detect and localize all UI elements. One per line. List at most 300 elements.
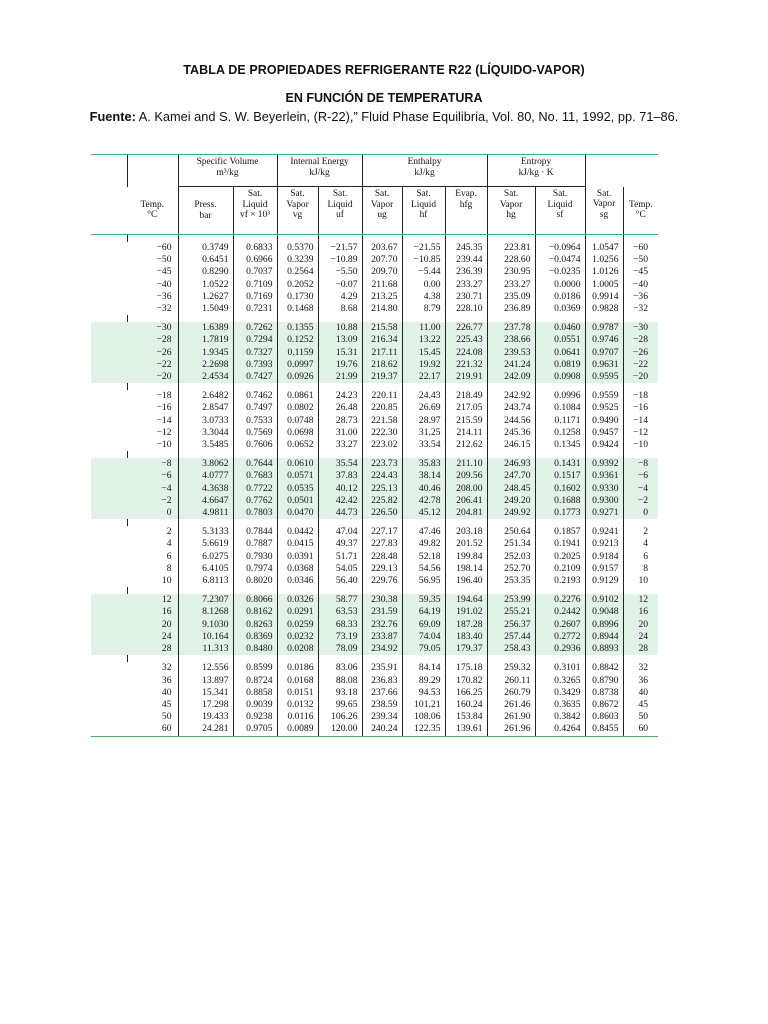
- table-cell: 0.2025: [535, 551, 585, 563]
- table-cell: 217.05: [445, 402, 487, 414]
- source-label: Fuente:: [89, 109, 136, 124]
- table-cell: 0.1857: [535, 526, 585, 538]
- table-cell: 28.73: [318, 415, 362, 427]
- table-cell: 0.1602: [535, 483, 585, 495]
- table-row: [91, 254, 658, 266]
- table-cell: 0.8893: [585, 643, 623, 655]
- table-cell: 237.78: [487, 322, 535, 334]
- table-cell: 73.19: [318, 631, 362, 643]
- table-cell: 78.09: [318, 643, 362, 655]
- column-header-line: vf × 10³: [240, 210, 270, 220]
- table-cell: −30: [623, 322, 658, 334]
- table-cell: 0.9300: [585, 495, 623, 507]
- table-cell: 13.22: [402, 334, 445, 346]
- column-header-line: hg: [506, 210, 516, 220]
- table-cell: 224.08: [445, 347, 487, 359]
- table-cell: 245.35: [445, 242, 487, 254]
- table-cell: 3.0733: [178, 415, 233, 427]
- column-header-line: Sat.: [247, 189, 263, 199]
- table-cell: 0.0132: [277, 699, 318, 711]
- table-cell: 35.54: [318, 458, 362, 470]
- column-header-line: Liquid: [547, 199, 573, 210]
- table-cell: 230.95: [487, 266, 535, 278]
- table-cell: 0.1171: [535, 415, 585, 427]
- table-cell: 0.3842: [535, 711, 585, 723]
- column-header-hf: [402, 187, 445, 235]
- table-cell: 253.99: [487, 594, 535, 606]
- table-cell: 0.6966: [233, 254, 277, 266]
- table-cell: 207.70: [362, 254, 402, 266]
- table-cell: 233.27: [487, 279, 535, 291]
- table-cell: 214.11: [445, 427, 487, 439]
- column-header-temp: [127, 187, 178, 235]
- table-cell: 0.0208: [277, 643, 318, 655]
- table-cell: 32: [161, 662, 172, 674]
- table-cell: 0.9559: [585, 390, 623, 402]
- table-cell: 221.32: [445, 359, 487, 371]
- r22-property-table-container: [91, 154, 658, 737]
- table-cell: 0.0571: [277, 470, 318, 482]
- table-cell: 0.0186: [535, 291, 585, 303]
- table-cell: 20: [623, 619, 658, 631]
- table-cell: 209.70: [362, 266, 402, 278]
- table-cell: 15.31: [318, 347, 362, 359]
- table-cell: 94.53: [402, 687, 445, 699]
- table-cell: 153.84: [445, 711, 487, 723]
- table-cell: 231.59: [362, 606, 402, 618]
- table-cell: 0.6451: [178, 254, 233, 266]
- table-cell: 0.9238: [233, 711, 277, 723]
- table-cell: 50: [623, 711, 658, 723]
- table-cell: 122.35: [402, 723, 445, 736]
- table-cell: 4.9811: [178, 507, 233, 519]
- table-cell: 228.48: [362, 551, 402, 563]
- table-cell: 0.2607: [535, 619, 585, 631]
- table-cell: 4.3638: [178, 483, 233, 495]
- table-row: [91, 390, 658, 402]
- table-cell: 40: [623, 687, 658, 699]
- table-cell: 0.0391: [277, 551, 318, 563]
- table-row: [91, 291, 658, 303]
- table-cell: 0.2109: [535, 563, 585, 575]
- table-cell: −20: [623, 371, 658, 383]
- table-cell: 0.5370: [277, 242, 318, 254]
- table-cell: 242.09: [487, 371, 535, 383]
- table-cell: −12: [156, 426, 172, 438]
- table-cell: 1.9345: [178, 347, 233, 359]
- table-cell: 0.9157: [585, 563, 623, 575]
- table-cell: 211.68: [362, 279, 402, 291]
- table-cell: 251.34: [487, 538, 535, 550]
- table-cell: 0.9213: [585, 538, 623, 550]
- source-citation: [0, 109, 768, 124]
- table-cell: 216.34: [362, 334, 402, 346]
- table-cell: 45.12: [402, 507, 445, 519]
- table-cell: 236.83: [362, 675, 402, 687]
- table-cell: −8: [623, 458, 658, 470]
- table-cell: 0.9048: [585, 606, 623, 618]
- table-cell: 0.0698: [277, 427, 318, 439]
- table-cell: 0.2772: [535, 631, 585, 643]
- table-cell: 238.66: [487, 334, 535, 346]
- table-cell: 6: [166, 550, 172, 562]
- table-cell: 225.43: [445, 334, 487, 346]
- table-cell: 0.9392: [585, 458, 623, 470]
- table-cell: 32: [623, 662, 658, 674]
- table-cell: 0.3749: [178, 242, 233, 254]
- table-cell: 239.34: [362, 711, 402, 723]
- column-header-line: Liquid: [411, 199, 437, 210]
- table-cell: 259.32: [487, 662, 535, 674]
- table-cell: 0.9102: [585, 594, 623, 606]
- table-cell: 38.14: [402, 470, 445, 482]
- table-cell: −0.0474: [535, 254, 585, 266]
- table-row: [91, 334, 658, 346]
- column-header-temp-right: [623, 187, 658, 235]
- table-cell: 0.1773: [535, 507, 585, 519]
- table-cell: 9.1030: [178, 619, 233, 631]
- table-cell: 0.8020: [233, 575, 277, 587]
- table-cell: 8.79: [402, 303, 445, 315]
- table-header: [91, 155, 658, 235]
- table-row: [91, 303, 658, 315]
- document-subtitle: EN FUNCIÓN DE TEMPERATURA: [285, 91, 483, 105]
- document-title: TABLA DE PROPIEDADES REFRIGERANTE R22 (LÍQUIDO-VAPOR): [183, 63, 585, 77]
- row-group: [91, 235, 658, 316]
- table-cell: 261.90: [487, 711, 535, 723]
- table-cell: −8: [161, 458, 172, 470]
- group-internal-energy: Internal Energy kJ/kg: [277, 155, 362, 187]
- table-cell: 0.7722: [233, 483, 277, 495]
- table-cell: 52.18: [402, 551, 445, 563]
- table-cell: 24.281: [178, 723, 233, 736]
- table-cell: 220.11: [362, 390, 402, 402]
- table-cell: 0.0819: [535, 359, 585, 371]
- table-cell: 208.00: [445, 483, 487, 495]
- table-cell: 0.8603: [585, 711, 623, 723]
- table-cell: 230.38: [362, 594, 402, 606]
- table-cell: 0.0168: [277, 675, 318, 687]
- table-cell: 166.25: [445, 687, 487, 699]
- table-cell: 256.37: [487, 619, 535, 631]
- table-cell: 0.0259: [277, 619, 318, 631]
- table-cell: 0.1159: [277, 347, 318, 359]
- row-group: [91, 519, 658, 587]
- column-header-line: Sat.: [374, 189, 390, 199]
- table-cell: 8.68: [318, 303, 362, 315]
- table-cell: 249.20: [487, 495, 535, 507]
- table-cell: 28: [161, 643, 172, 655]
- table-cell: 0.9424: [585, 439, 623, 451]
- table-cell: 0.1431: [535, 458, 585, 470]
- table-cell: 191.02: [445, 606, 487, 618]
- column-header-press: [178, 187, 233, 235]
- table-cell: 20: [161, 618, 172, 630]
- table-cell: 37.83: [318, 470, 362, 482]
- table-cell: 0.1468: [277, 303, 318, 315]
- table-cell: 0.0610: [277, 458, 318, 470]
- table-cell: 221.58: [362, 415, 402, 427]
- row-group: [91, 383, 658, 451]
- table-cell: 214.80: [362, 303, 402, 315]
- table-row: [91, 495, 658, 507]
- table-row: [91, 662, 658, 674]
- table-cell: 6.0275: [178, 551, 233, 563]
- group-enthalpy: Enthalpy kJ/kg: [362, 155, 487, 187]
- table-cell: −14: [623, 415, 658, 427]
- table-cell: 88.08: [318, 675, 362, 687]
- table-cell: 179.37: [445, 643, 487, 655]
- table-cell: −10.85: [402, 254, 445, 266]
- table-cell: 0.3101: [535, 662, 585, 674]
- table-cell: 28.97: [402, 415, 445, 427]
- table-cell: −12: [623, 427, 658, 439]
- table-cell: 0.0652: [277, 439, 318, 451]
- table-cell: 99.65: [318, 699, 362, 711]
- table-cell: 36: [161, 674, 172, 686]
- column-header-line: ug: [377, 210, 387, 220]
- table-row: [91, 723, 658, 736]
- table-cell: 217.11: [362, 347, 402, 359]
- table-cell: 247.70: [487, 470, 535, 482]
- table-cell: 0.1517: [535, 470, 585, 482]
- table-cell: 0.1941: [535, 538, 585, 550]
- table-cell: −40: [156, 278, 172, 290]
- table-cell: 60: [127, 723, 178, 736]
- column-header-uf: [318, 187, 362, 235]
- table-cell: 1.0005: [585, 279, 623, 291]
- table-cell: 4.29: [318, 291, 362, 303]
- column-header-sf: [535, 187, 585, 235]
- table-cell: 0.7683: [233, 470, 277, 482]
- table-cell: −30: [156, 322, 172, 334]
- table-cell: 226.50: [362, 507, 402, 519]
- table-row: [91, 347, 658, 359]
- table-cell: 0.7109: [233, 279, 277, 291]
- table-cell: 0.7327: [233, 347, 277, 359]
- table-cell: 211.10: [445, 458, 487, 470]
- table-cell: 0.0996: [535, 390, 585, 402]
- table-cell: 230.71: [445, 291, 487, 303]
- column-header-line: uf: [336, 210, 344, 220]
- table-cell: 12.556: [178, 662, 233, 674]
- table-row: [91, 526, 658, 538]
- table-cell: 10.88: [318, 322, 362, 334]
- table-cell: −16: [156, 402, 172, 414]
- table-cell: 0.9361: [585, 470, 623, 482]
- table-cell: 0.8290: [178, 266, 233, 278]
- table-cell: −60: [623, 242, 658, 254]
- table-cell: 0.8858: [233, 687, 277, 699]
- column-header-line: Temp.: [629, 199, 653, 210]
- table-cell: 223.02: [362, 439, 402, 451]
- table-cell: 246.93: [487, 458, 535, 470]
- table-cell: 194.64: [445, 594, 487, 606]
- column-header-line: Temp.: [140, 199, 165, 210]
- table-cell: 260.79: [487, 687, 535, 699]
- row-group: [91, 587, 658, 655]
- table-cell: 11.00: [402, 322, 445, 334]
- table-cell: 0.4264: [535, 723, 585, 736]
- table-cell: 56.40: [318, 575, 362, 587]
- table-cell: 0.9828: [585, 303, 623, 315]
- table-cell: 258.43: [487, 643, 535, 655]
- table-cell: 24: [161, 630, 172, 642]
- column-header-line: Sat.: [503, 189, 519, 199]
- table-cell: 229.13: [362, 563, 402, 575]
- table-cell: 4: [623, 538, 658, 550]
- table-cell: 170.82: [445, 675, 487, 687]
- table-row: [91, 606, 658, 618]
- table-cell: −10: [623, 439, 658, 451]
- table-cell: 0.1730: [277, 291, 318, 303]
- column-header-line: Liquid: [327, 199, 353, 210]
- table-cell: 47.46: [402, 526, 445, 538]
- table-cell: 13.09: [318, 334, 362, 346]
- table-cell: 0.0151: [277, 687, 318, 699]
- table-cell: 0.0442: [277, 526, 318, 538]
- table-cell: 242.92: [487, 390, 535, 402]
- table-cell: 198.14: [445, 563, 487, 575]
- table-cell: 223.81: [487, 242, 535, 254]
- table-cell: 248.45: [487, 483, 535, 495]
- table-cell: 42.42: [318, 495, 362, 507]
- table-cell: 0.0802: [277, 402, 318, 414]
- table-cell: 1.2627: [178, 291, 233, 303]
- table-cell: 0.7294: [233, 334, 277, 346]
- table-cell: 0.6833: [233, 242, 277, 254]
- table-cell: 35.83: [402, 458, 445, 470]
- table-cell: 79.05: [402, 643, 445, 655]
- table-row: [91, 643, 658, 655]
- table-cell: 54.56: [402, 563, 445, 575]
- table-cell: 6.8113: [178, 575, 233, 587]
- table-cell: 51.71: [318, 551, 362, 563]
- table-row: [91, 699, 658, 711]
- table-cell: 4: [166, 538, 172, 550]
- table-cell: 0.8738: [585, 687, 623, 699]
- table-cell: −50: [623, 254, 658, 266]
- table-cell: −26: [623, 347, 658, 359]
- table-cell: 31.00: [318, 427, 362, 439]
- table-cell: 8: [623, 563, 658, 575]
- column-header-line: Sat.: [290, 189, 305, 199]
- table-cell: −16: [623, 402, 658, 414]
- table-cell: 1.0126: [585, 266, 623, 278]
- table-cell: 0.7037: [233, 266, 277, 278]
- table-cell: 199.84: [445, 551, 487, 563]
- table-cell: −21.57: [318, 242, 362, 254]
- table-cell: 218.49: [445, 390, 487, 402]
- column-header-line: Vapor: [499, 199, 523, 210]
- table-cell: 196.40: [445, 575, 487, 587]
- table-cell: 19.92: [402, 359, 445, 371]
- table-cell: 49.82: [402, 538, 445, 550]
- table-cell: 260.11: [487, 675, 535, 687]
- table-cell: 0.0641: [535, 347, 585, 359]
- table-cell: 21.99: [318, 371, 362, 383]
- table-cell: 0.0551: [535, 334, 585, 346]
- table-row: [91, 402, 658, 414]
- table-cell: −18: [156, 390, 172, 402]
- table-cell: 261.46: [487, 699, 535, 711]
- table-cell: 228.60: [487, 254, 535, 266]
- table-cell: 58.77: [318, 594, 362, 606]
- table-cell: 0.3429: [535, 687, 585, 699]
- table-cell: −0.0235: [535, 266, 585, 278]
- table-cell: 4.0777: [178, 470, 233, 482]
- table-cell: 19.76: [318, 359, 362, 371]
- table-cell: 63.53: [318, 606, 362, 618]
- table-cell: 49.37: [318, 538, 362, 550]
- table-cell: 0: [166, 507, 172, 519]
- table-cell: 33.27: [318, 439, 362, 451]
- table-cell: 0.2276: [535, 594, 585, 606]
- table-cell: 0.7533: [233, 415, 277, 427]
- table-cell: 0.0501: [277, 495, 318, 507]
- table-cell: 0.8672: [585, 699, 623, 711]
- table-cell: 74.04: [402, 631, 445, 643]
- row-group: [91, 655, 658, 736]
- table-cell: 83.06: [318, 662, 362, 674]
- table-cell: 0.0089: [277, 723, 318, 736]
- table-row: [91, 483, 658, 495]
- table-cell: 2.2698: [178, 359, 233, 371]
- table-cell: 0.00: [402, 279, 445, 291]
- column-header-line: Sat.: [552, 189, 568, 199]
- table-cell: 233.87: [362, 631, 402, 643]
- table-cell: 106.26: [318, 711, 362, 723]
- table-cell: 59.35: [402, 594, 445, 606]
- table-cell: 1.0522: [178, 279, 233, 291]
- table-cell: 0.3265: [535, 675, 585, 687]
- table-cell: −0.0964: [535, 242, 585, 254]
- table-cell: −2: [623, 495, 658, 507]
- table-cell: 24.43: [402, 390, 445, 402]
- table-cell: 0.1252: [277, 334, 318, 346]
- table-cell: 160.24: [445, 699, 487, 711]
- table-cell: 0.9746: [585, 334, 623, 346]
- table-cell: 4.6647: [178, 495, 233, 507]
- column-header-line: Vapor: [370, 199, 394, 210]
- table-cell: 213.25: [362, 291, 402, 303]
- table-cell: 6.4105: [178, 563, 233, 575]
- table-row: [91, 507, 658, 519]
- table-cell: −14: [156, 414, 172, 426]
- table-row: [91, 439, 658, 451]
- table-cell: 0.7169: [233, 291, 277, 303]
- table-row: [91, 619, 658, 631]
- table-cell: 22.17: [402, 371, 445, 383]
- table-cell: 0.9705: [233, 723, 277, 736]
- table-cell: 0.9241: [585, 526, 623, 538]
- table-cell: 0.7844: [233, 526, 277, 538]
- table-cell: 0.1258: [535, 427, 585, 439]
- table-cell: 0.2564: [277, 266, 318, 278]
- table-cell: 0.9184: [585, 551, 623, 563]
- table-cell: 261.96: [487, 723, 535, 736]
- table-cell: 0.7262: [233, 322, 277, 334]
- table-cell: 93.18: [318, 687, 362, 699]
- table-cell: 0.0460: [535, 322, 585, 334]
- table-cell: 0.0997: [277, 359, 318, 371]
- table-cell: 45: [623, 699, 658, 711]
- table-cell: 0: [623, 507, 658, 519]
- table-cell: 226.77: [445, 322, 487, 334]
- column-header-line: Sat.: [332, 189, 348, 199]
- table-cell: 204.81: [445, 507, 487, 519]
- table-cell: 0.7497: [233, 402, 277, 414]
